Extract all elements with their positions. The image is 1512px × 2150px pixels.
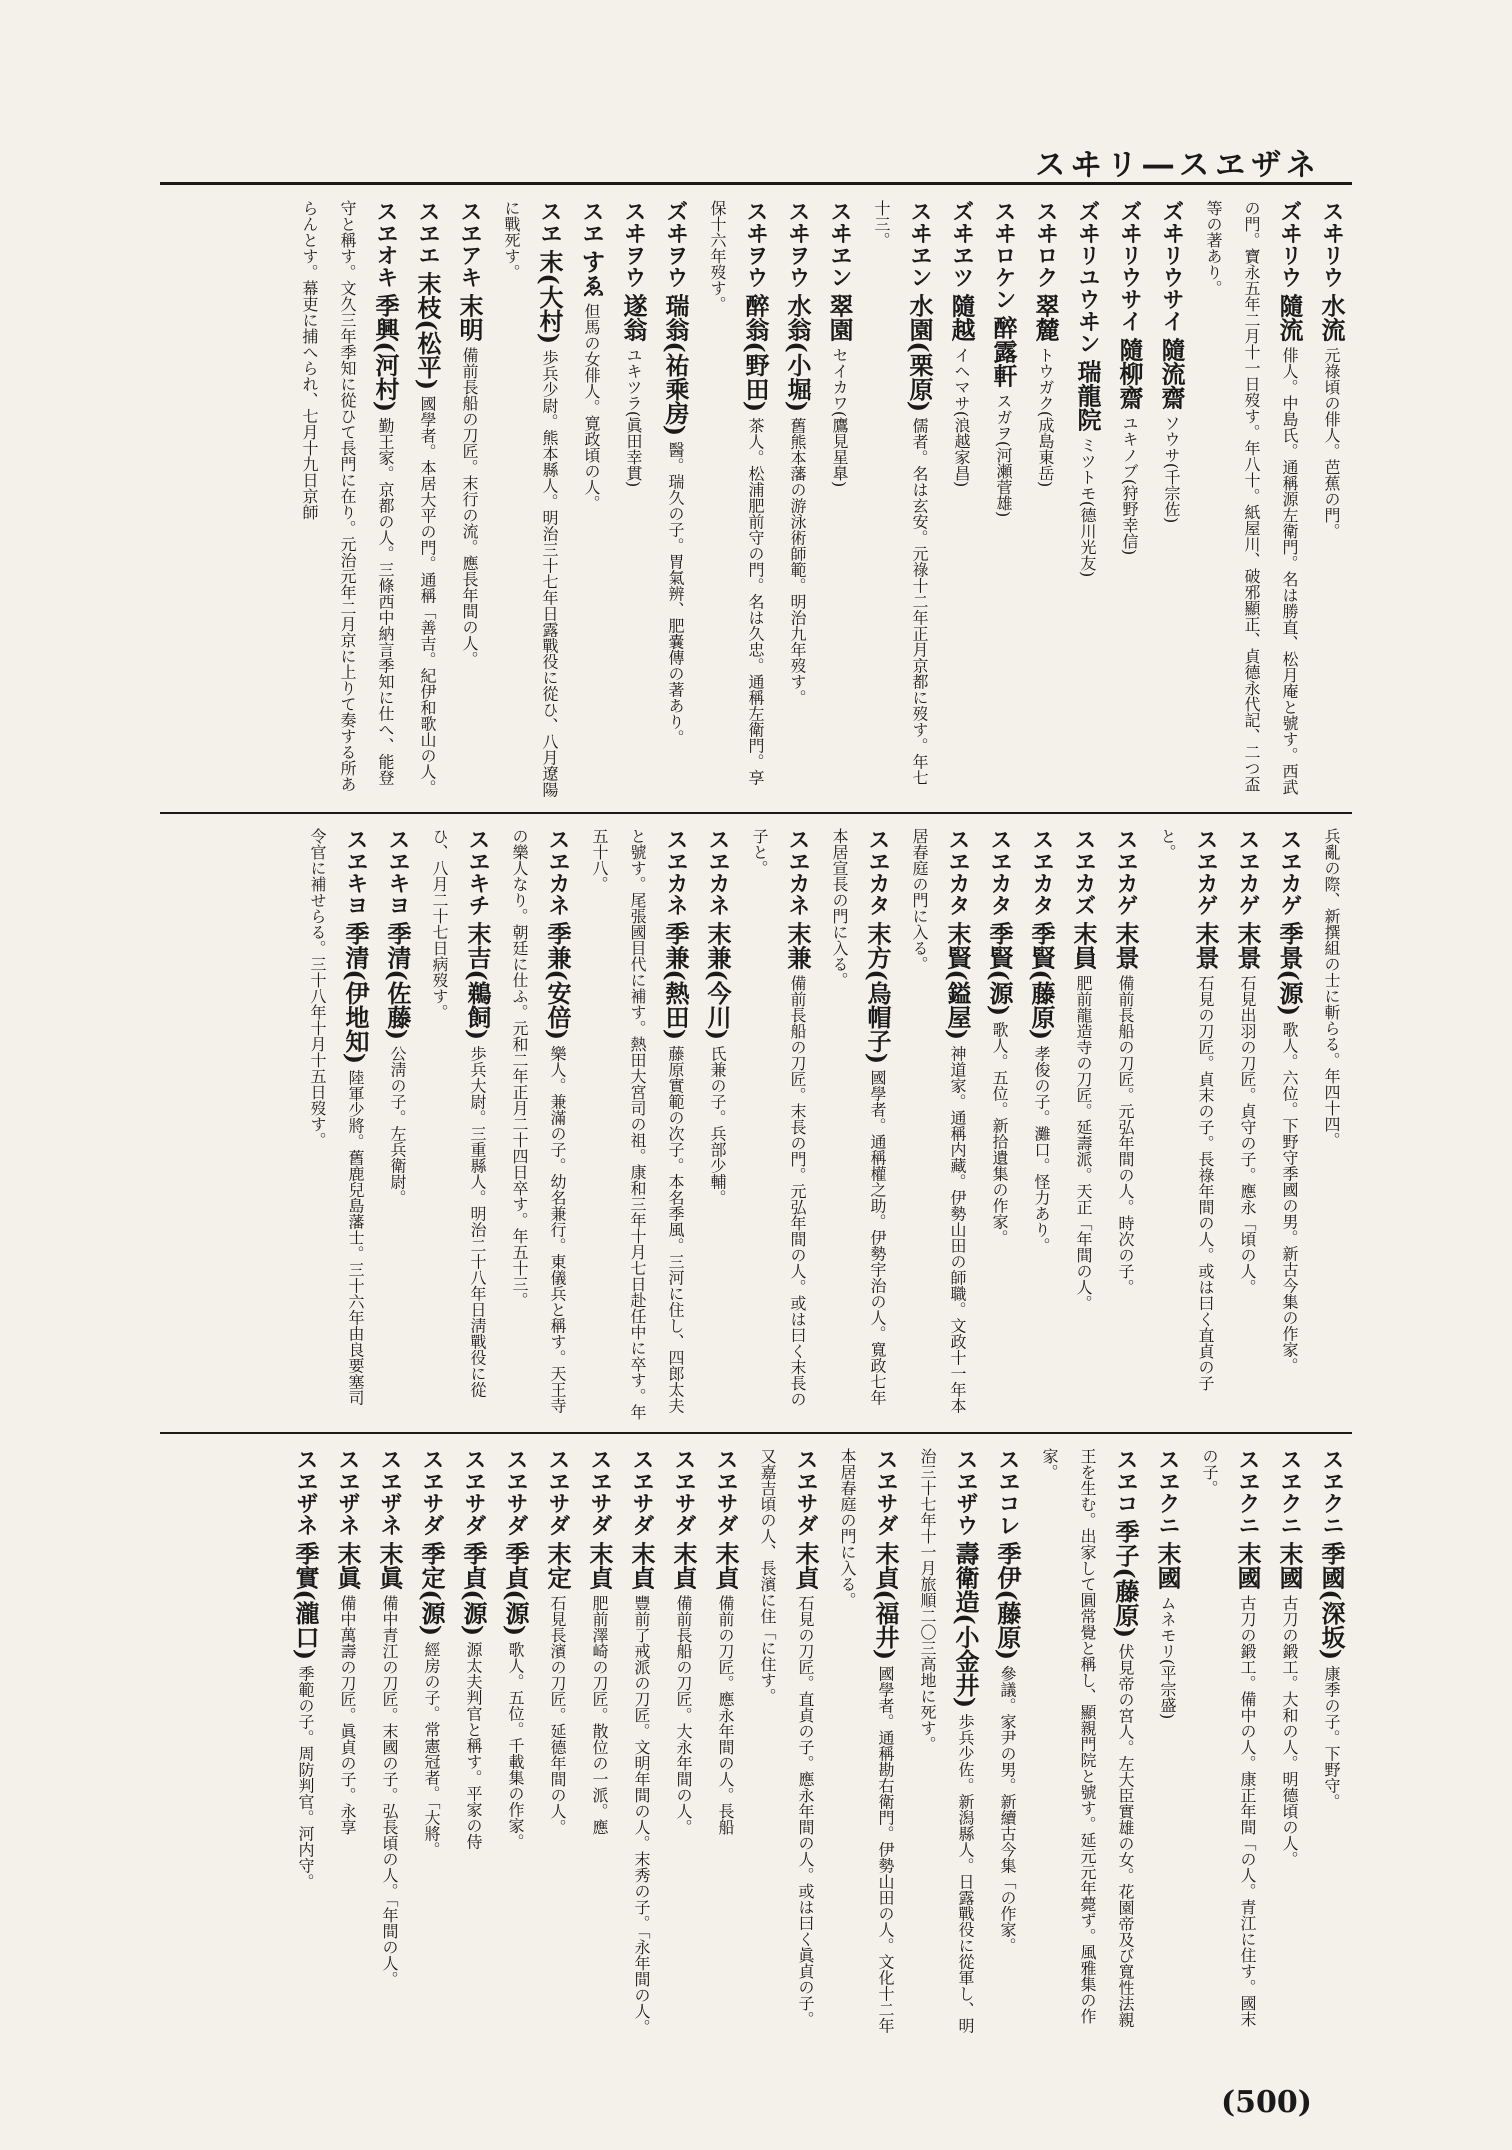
entry-description: 肥前澤崎の刀匠。散位の一派。應 <box>590 1594 609 1835</box>
entry-name: 季貞(源) <box>501 1541 530 1637</box>
entry-reading: スヱキヨ <box>343 828 368 916</box>
entry <box>492 200 568 800</box>
entry-description: 神道家。通稱内藏。伊勢山田の師職。文政十一年本居春庭の門に入る。 <box>910 828 967 1414</box>
entry-description: 備前の刀匠。應永年間の人。長船 <box>716 1594 735 1835</box>
entry-description: 肥前龍造寺の刀匠。延壽派。天正「年間の人。 <box>1074 974 1093 1311</box>
entry <box>450 200 488 800</box>
entry-name: 瑞翁(祐乘房) <box>661 293 690 437</box>
entry-description: 豐前了戒派の刀匠。文明年間の人。末秀の子。「永年間の人。 <box>632 1594 651 2035</box>
entry-description: スガヲ(河瀬菅雄) <box>994 392 1013 518</box>
entry-name: 瑞龍院 <box>1073 359 1102 432</box>
entry-name: 醉翁(野田) <box>741 293 770 413</box>
entry <box>580 828 694 1420</box>
entry-name: 翠園 <box>825 293 854 342</box>
entry <box>1110 200 1148 800</box>
entry-description: 備前長船の刀匠。末行の流。應長年間の人。 <box>460 346 479 667</box>
entry-reading: スヱカゲ <box>1113 828 1138 916</box>
entry <box>500 828 576 1420</box>
entry-description: 樂人。兼滿の子。幼名兼行。東儀兵と稱す。天王寺の樂人なり。朝廷に仕ふ。元和二年正月二十四日卒す。年五十三。 <box>510 828 567 1414</box>
entry <box>656 200 694 800</box>
entry <box>614 200 652 800</box>
entry-reading: スヱカネ <box>663 828 688 916</box>
entry-name: 隨柳齋 <box>1115 337 1144 410</box>
entry-description: ミツトモ(德川光友) <box>1078 436 1097 578</box>
entry <box>900 828 976 1420</box>
entry-description: トウガク(成島東岳) <box>1036 346 1055 488</box>
entry-description: 古刀の鍛工。備中の人。康正年間「の人。青江に住す。國末の子。 <box>1200 1448 1257 2027</box>
entry <box>984 200 1022 800</box>
entry-reading: ズヰヱツ <box>949 200 974 288</box>
entry-reading: スヱサダ <box>713 1448 738 1536</box>
entry <box>378 828 416 1420</box>
entry-reading: スヱザネ <box>293 1448 318 1536</box>
entry-description: 儒者。名は玄安。元祿十二年正月京都に歿す。年七十三。 <box>872 200 929 786</box>
entry-description: 但馬の女俳人。寛政頃の人。 <box>582 302 601 511</box>
entry-description: 孝俊の子。灘口。怪力あり。 <box>1032 1045 1051 1254</box>
entry-name: 末景 <box>1111 921 1140 970</box>
entry-reading: スヱオキ <box>373 200 398 288</box>
entry-reading: スヰリウ <box>1319 200 1344 288</box>
entry-description: 石見出羽の刀匠。貞守の子。應永「頃の人。 <box>1238 974 1257 1295</box>
entry-name: 季兼(熱田) <box>661 921 690 1041</box>
entry <box>298 828 374 1420</box>
entry-reading: スヱカゲ <box>1277 828 1302 916</box>
entry-reading: スヰヲウ <box>785 200 810 288</box>
entry <box>538 1448 576 2040</box>
entry-reading: スヱクニ <box>1319 1448 1344 1536</box>
entry-name: 末國 <box>1153 1541 1182 1590</box>
entry-description: 元祿頃の俳人。芭蕉の門。 <box>1322 346 1341 539</box>
entry <box>622 1448 660 2040</box>
entry-description: 公淸の子。左兵衛尉。 <box>388 1045 407 1206</box>
entry <box>706 1448 744 2040</box>
entry <box>942 200 980 800</box>
entry <box>1022 828 1060 1420</box>
entry-reading: スヱサダ <box>503 1448 528 1536</box>
entry-description: セイカワ(鷹見星臯) <box>830 346 849 488</box>
entry-description: 備前長船の刀匠。大永年間の人。 <box>674 1594 693 1835</box>
entry-description: 舊熊本藩の游泳術師範。明治九年歿す。 <box>788 417 807 706</box>
entry-reading: スヱコ <box>1113 1448 1138 1514</box>
section-divider <box>160 1432 1352 1434</box>
entry-reading: スヰヲウ <box>621 200 646 288</box>
entry-reading: スヱサダ <box>873 1448 898 1536</box>
entry-reading: スヱ <box>579 200 604 244</box>
entry <box>454 1448 492 2040</box>
entry-name: 季興(河村) <box>371 293 400 413</box>
entry-reading: スヱコレ <box>995 1448 1020 1536</box>
entry-name: 末定 <box>543 1541 572 1590</box>
entry-description: ソウサ(千宗佐) <box>1162 414 1181 524</box>
entry-reading: スヱカタ <box>865 828 890 916</box>
entry-name: 季貞(源) <box>459 1541 488 1637</box>
entry-reading: スヱサダ <box>629 1448 654 1536</box>
entry-description: 伏見帝の宮人。左大臣實雄の女。花園帝及び寬性法親王を生む。出家して圓常覺と稱し、顯親門院と號す。延元元年薨ず。風雅集の作家。 <box>1040 1448 1135 2028</box>
entry-description: 石見の刀匠。直貞の子。應永年間の人。或は曰く眞貞の子。又嘉吉頃の人、長濱に住「に住す。 <box>758 1448 815 2027</box>
entry-description: 氏兼の子。兵部少輔。 <box>708 1045 727 1206</box>
entry-reading: スヱキチ <box>465 828 490 916</box>
entry-reading: スヱサダ <box>671 1448 696 1536</box>
entry-description: ムネモリ(平宗盛) <box>1158 1594 1177 1720</box>
entry-name: 水翁(小堀) <box>783 293 812 413</box>
entry-reading: スヱカズ <box>1071 828 1096 916</box>
entry-name: 壽衛造(小金井) <box>951 1541 980 1709</box>
page-number: (500) <box>1220 2085 1312 2120</box>
entry-description: 參議。家尹の男。新續古今集「の作家。 <box>998 1665 1017 1954</box>
entry-description: 康季の子。下野守。 <box>1322 1665 1341 1810</box>
entry-name: 季子(藤原) <box>1111 1519 1140 1639</box>
entry <box>698 828 736 1420</box>
entry-description: 備前長船の刀匠。末長の門。元弘年間の人。或は曰く末長の子と。 <box>750 828 807 1407</box>
entry-description: 國學者。本居大平の門。通稱「善吉。紀伊和歌山の人。 <box>418 395 437 796</box>
entry-description: 醫。瑞久の子。胃氣辨、肥嚢傳の著あり。 <box>666 441 685 746</box>
entry-name: 季實(瀧口) <box>291 1541 320 1661</box>
entry <box>862 200 938 800</box>
entry <box>820 200 858 800</box>
entry-reading: スヱサダ <box>419 1448 444 1536</box>
entry-name: 末方(烏帽子) <box>863 921 892 1065</box>
entry-name: 季景(源) <box>1275 921 1304 1017</box>
entry-reading: スヱキヨ <box>385 828 410 916</box>
entry-reading: スヱザネ <box>335 1448 360 1536</box>
entry-name: 末貞 <box>669 1541 698 1590</box>
entry-reading: ズヰリウサイ <box>1159 200 1184 332</box>
entry-name: 末景 <box>1233 921 1262 970</box>
entry <box>778 200 816 800</box>
entry-name: 末兼(今川) <box>703 921 732 1041</box>
entry-reading: スヱサダ <box>793 1448 818 1536</box>
entry <box>1026 200 1064 800</box>
section-middle <box>160 828 1350 1420</box>
entry-name: 季兼(安倍) <box>543 921 572 1041</box>
entry-name: 末吉(鵜飼) <box>463 921 492 1041</box>
entry <box>748 1448 824 2040</box>
entry-description: 歌人。五位。新拾遺集の作家。 <box>990 1021 1009 1246</box>
entry-description: 經房の子。常憲冠者。「大將。 <box>422 1641 441 1858</box>
entry <box>1148 828 1224 1420</box>
entry-reading: スヱエ <box>415 200 440 266</box>
entry <box>572 200 610 800</box>
entry-name: 水園(栗原) <box>905 293 934 413</box>
entry-name: 末貞 <box>791 1541 820 1590</box>
entry-description: ユキノブ(狩野幸信) <box>1120 414 1139 556</box>
entry-description: 季範の子。周防判官。河内守。 <box>296 1665 315 1890</box>
entry-reading: スヱクニ <box>1277 1448 1302 1536</box>
entry-description: 歩兵少佐。新潟縣人。日露戰役に從軍し、明治三十七年十一月旅順二〇三高地に死す。 <box>918 1448 975 2034</box>
entry <box>286 1448 324 2040</box>
entry <box>1270 828 1308 1420</box>
entry-reading: スヱカタ <box>987 828 1012 916</box>
entry <box>370 1448 408 2040</box>
entry-name: 末兼 <box>783 921 812 970</box>
entry-name: 末(大村) <box>535 249 564 345</box>
entry-description: 兵亂の際、新撰組の士に斬らる。年四十四。 <box>1322 828 1341 1148</box>
entry <box>1148 1448 1186 2040</box>
entry-reading: ズヰリウ <box>1277 200 1302 288</box>
entry-name: 季定(源) <box>417 1541 446 1637</box>
entry-name: 隨流 <box>1275 293 1304 342</box>
entry-description: 勤王家。京都の人。三條西中納言季知に仕へ、能登守と稱す。文久三年季知に從ひて長門に在り。元治元年二月京に上りて奏する所あらんとす。幕吏に捕へられ、七月十九日京師 <box>300 200 395 792</box>
entry-name: 末眞 <box>333 1541 362 1590</box>
entry <box>828 1448 904 2040</box>
entry <box>1068 200 1106 800</box>
entry-name: 末貞 <box>711 1541 740 1590</box>
entry-reading: スヱサダ <box>587 1448 612 1536</box>
entry-reading: スヱカネ <box>545 828 570 916</box>
entry-description: 石見長濱の刀匠。延德年間の人。 <box>548 1594 567 1835</box>
entry-reading: スヱクニ <box>1155 1448 1180 1536</box>
entry-reading: スヱカネ <box>785 828 810 916</box>
entry-name: 末賢(鎰屋) <box>943 921 972 1041</box>
entry <box>1312 200 1350 800</box>
header-rule <box>160 182 1352 185</box>
entry-name: 隨越 <box>947 293 976 342</box>
entry-description: 歩兵少尉。熊本縣人。明治三十七年日露戰役に從ひ、八月遼陽に戰死す。 <box>502 200 559 798</box>
entry-reading: スヰヲウ <box>743 200 768 288</box>
entry <box>1194 200 1308 800</box>
entry-name: 隨流齋 <box>1157 337 1186 410</box>
entry-name: 末景 <box>1191 921 1220 970</box>
entry-name: 醉露軒 <box>989 315 1018 388</box>
entry-reading: スヱサダ <box>461 1448 486 1536</box>
entry-reading: スヱカタ <box>945 828 970 916</box>
entry-description: イヘマサ(浪越家昌) <box>952 346 971 488</box>
entry-reading: ズヰリウサイ <box>1117 200 1142 332</box>
entry-description: 歩兵大尉。三重縣人。明治二十八年日淸戰役に從ひ、八月二十七日病歿す。 <box>430 828 487 1398</box>
entry-reading: スヱアキ <box>457 200 482 288</box>
entry-description: 歌人。五位。千載集の作家。 <box>506 1641 525 1850</box>
entry <box>664 1448 702 2040</box>
entry-description: 古刀の鍛工。大和の人。明德頃の人。 <box>1280 1594 1299 1867</box>
entry <box>496 1448 534 2040</box>
entry <box>580 1448 618 2040</box>
entry-name: 翠麓 <box>1031 293 1060 342</box>
entry-name: 末國 <box>1233 1541 1262 1590</box>
entry-name: すゑ <box>577 249 606 298</box>
entry-reading: ズヰヲウ <box>663 200 688 288</box>
entry-description: 備中青江の刀匠。末國の子。弘長頃の人。「年間の人。 <box>380 1594 399 1987</box>
entry <box>1064 828 1102 1420</box>
entry-reading: スヰヱン <box>827 200 852 288</box>
entry-name: 末貞 <box>585 1541 614 1590</box>
entry-name: 季賢(源) <box>985 921 1014 1017</box>
entry-description: 茶人。松浦肥前守の門。名は久忠。通稱左衛門。享保十六年歿す。 <box>708 200 765 786</box>
entry-reading: スヱザウ <box>953 1448 978 1536</box>
entry-description: 石見の刀匠。貞末の子。長祿年間の人。或は曰く直貞の子と。 <box>1158 828 1215 1391</box>
entry-reading: スヰロケン <box>991 200 1016 310</box>
entry-reading: スヱザネ <box>377 1448 402 1536</box>
entry-name: 末貞 <box>627 1541 656 1590</box>
entry-description: 國學者。通稱勘右衛門。伊勢山田の人。文化十二年本居春庭の門に入る。 <box>838 1448 895 2034</box>
entry <box>1190 1448 1266 2040</box>
entry-reading: スヱカネ <box>705 828 730 916</box>
entry-name: 季國(深坂) <box>1317 1541 1346 1661</box>
section-lower <box>160 1448 1350 2040</box>
entry-name: 季清(佐藤) <box>383 921 412 1041</box>
entry <box>820 828 896 1420</box>
entry <box>740 828 816 1420</box>
entry-description: 備前長船の刀匠。元弘年間の人。時次の子。 <box>1116 974 1135 1295</box>
entry-description: 陸軍少將。舊鹿兒島藩士。三十六年由良要塞司令官に補せらる。三十八年十月十五日歿す。 <box>308 828 365 1406</box>
entry-name: 末員 <box>1069 921 1098 970</box>
entry <box>908 1448 984 2040</box>
entry <box>1312 828 1350 1420</box>
entry-name: 季賢(藤原) <box>1027 921 1056 1041</box>
entry-name: 遂翁 <box>619 293 648 342</box>
entry-name: 末枝(松平) <box>413 271 442 391</box>
entry <box>420 828 496 1420</box>
entry <box>412 1448 450 2040</box>
section-divider <box>160 812 1352 814</box>
entry-name: 末眞 <box>375 1541 404 1590</box>
entry <box>1270 1448 1308 2040</box>
entry-description: 歌人。六位。下野守季國の男。新古今集の作家。 <box>1280 1021 1299 1374</box>
entry-name: 末國 <box>1275 1541 1304 1590</box>
entry-reading: スヰヱン <box>907 200 932 288</box>
page-header: スヰリ―スヱザネ <box>1035 148 1322 183</box>
entry-reading: スヱカタ <box>1029 828 1054 916</box>
entry-name: 末貞(福井) <box>871 1541 900 1661</box>
entry <box>290 200 404 800</box>
entry <box>698 200 774 800</box>
entry <box>328 1448 366 2040</box>
entry-description: 藤原實範の次子。本名季風。三河に住し、四郎太夫と號す。尾張國目代に補す。熱田大宮司の祖。康和三年十月七日赴任中に卒す。年五十八。 <box>590 828 685 1420</box>
entry <box>980 828 1018 1420</box>
entry <box>408 200 446 800</box>
entry-reading: スヱカゲ <box>1235 828 1260 916</box>
entry-name: 季伊(藤原) <box>993 1541 1022 1661</box>
entry-name: 末明 <box>455 293 484 342</box>
entry-reading: スヱカゲ <box>1193 828 1218 916</box>
entry <box>1228 828 1266 1420</box>
entry-reading: スヱクニ <box>1235 1448 1260 1536</box>
entry-reading: ズヰリユウヰン <box>1075 200 1100 354</box>
entry-description: 源太夫判官と稱す。平家の侍 <box>464 1641 483 1850</box>
entry-reading: スヱサダ <box>545 1448 570 1536</box>
entry-name: 水流 <box>1317 293 1346 342</box>
entry-description: 俳人。中島氏。通稱源左衛門。名は勝直、松月庵と號す。西武の門。寶永五年二月十一日歿す。年八十。紙屋川、破邪顯正、貞德永代記、二つ盃等の著あり。 <box>1204 200 1299 795</box>
entry <box>1030 1448 1144 2040</box>
entry <box>1152 200 1190 800</box>
entry-reading: スヰロク <box>1033 200 1058 288</box>
entry-description: ユキツラ(眞田幸貫) <box>624 346 643 488</box>
entry-reading: スヱ <box>537 200 562 244</box>
section-upper <box>160 200 1350 800</box>
entry <box>1106 828 1144 1420</box>
entry-description: 備中萬壽の刀匠。眞貞の子。永享 <box>338 1594 357 1835</box>
entry-name: 季清(伊地知) <box>341 921 370 1065</box>
entry <box>1312 1448 1350 2040</box>
entry <box>988 1448 1026 2040</box>
entry-description: 國學者。通稱權之助。伊勢宇治の人。寬政七年本居宣長の門に入る。 <box>830 828 887 1406</box>
